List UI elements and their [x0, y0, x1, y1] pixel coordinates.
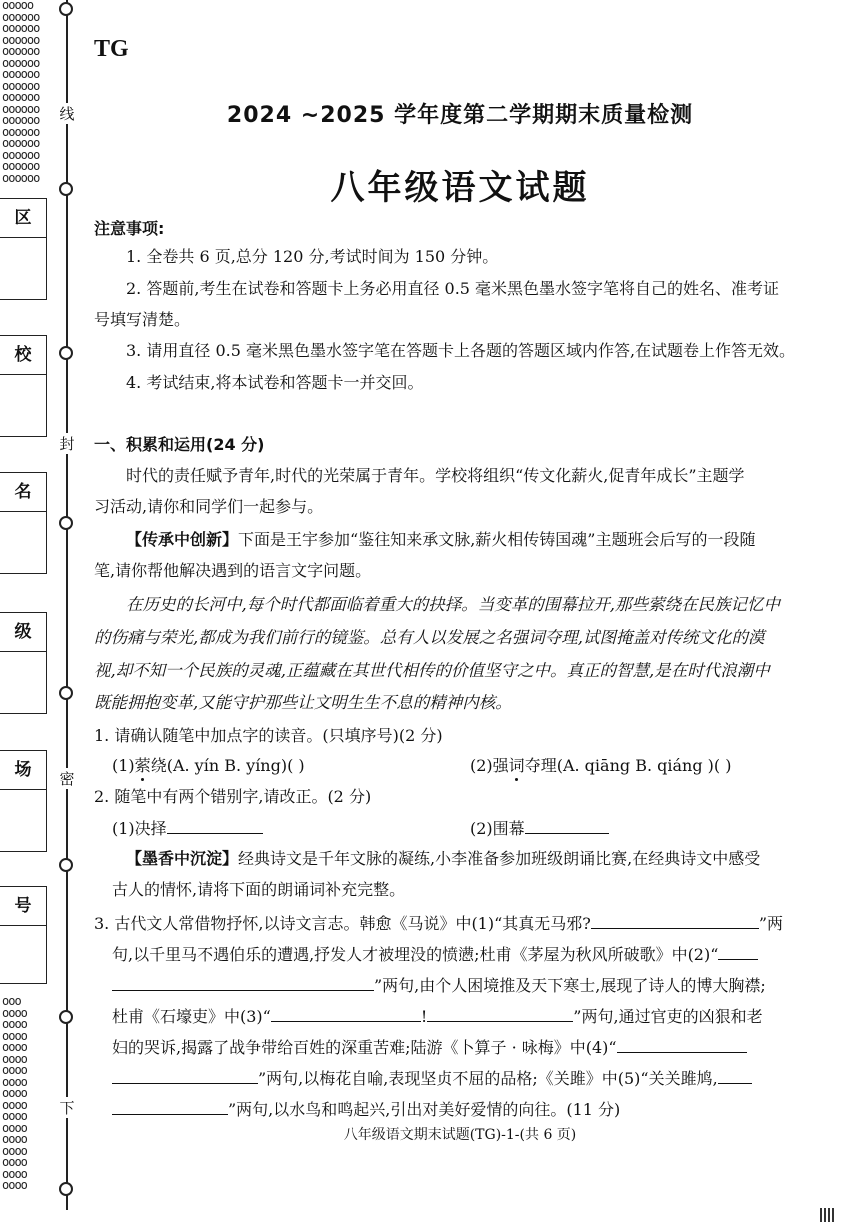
seal-char-feng: 封	[56, 433, 78, 454]
q2-item-b	[470, 817, 609, 840]
q1-a-options: (A. yín B. yíng)( )	[166, 756, 305, 775]
q1-b-word: 夺理	[524, 756, 557, 775]
q3-blank-4b[interactable]	[112, 1067, 258, 1084]
q1-a-number: (1)	[112, 756, 135, 775]
notice-item: 2. 答题前,考生在试卷和答题卡上务必用直径 0.5 毫米黑色墨水签字笔将自己的姓名、准考证	[126, 279, 780, 298]
seal-char-xian: 线	[56, 103, 78, 124]
field-label: 区	[0, 199, 46, 238]
seal-circle	[59, 346, 73, 360]
q3-blank-3b[interactable]	[427, 1005, 573, 1022]
field-label: 名	[0, 473, 46, 512]
q1-b-options: (A. qiāng B. qiáng )( )	[556, 756, 732, 775]
q1-option-b	[470, 755, 731, 777]
field-label: 级	[0, 613, 46, 652]
essay-line: 既能拥抱变革,又能守护那些让文明生生不息的精神内核。	[94, 693, 512, 712]
seal-char-xia: 下	[56, 1097, 78, 1118]
q3-line-5	[112, 1036, 747, 1059]
part1-text-2: 笔,请你帮他解决遇到的语言文字问题。	[94, 561, 372, 580]
field-box-exam-room[interactable]	[0, 750, 47, 852]
seal-circle	[59, 1010, 73, 1024]
q3-text: !	[420, 1007, 428, 1026]
q3-blank-4a[interactable]	[617, 1036, 747, 1053]
q3-line-2	[112, 943, 758, 966]
binding-rings-top: ooooo oooooo oooooo oooooo oooooo oooooo oooooo oooooo oooooo oooooo oooooo oooooo oooooo oooooo oooooo oooooo	[2, 0, 40, 185]
q3-text: 杜甫《石壕吏》中(3)“	[112, 1007, 271, 1026]
q3-text: 句,以千里马不遇伯乐的遭遇,抒发人才被埋没的愤懑;杜甫《茅屋为秋风所破歌》中(2)“	[112, 945, 719, 964]
q3-line-6	[112, 1067, 752, 1090]
essay-line: 视,却不知一个民族的灵魂,正蕴藏在其世代相传的价值坚守之中。真正的智慧,是在时代浪潮中	[94, 661, 770, 680]
field-box-district[interactable]	[0, 198, 47, 300]
part1-tag: 【传承中创新】	[126, 530, 239, 549]
q1-b-prefix: (2)强	[470, 756, 509, 775]
q3-blank-2b[interactable]	[112, 974, 374, 991]
part1-intro	[126, 529, 755, 551]
q3-blank-3a[interactable]	[271, 1005, 421, 1022]
q2-b-answer-blank[interactable]	[525, 817, 609, 834]
seal-circle	[59, 686, 73, 700]
q1-b-dotted-char: 词	[508, 756, 525, 775]
field-label: 号	[0, 887, 46, 926]
q2-stem: 2. 随笔中有两个错别字,请改正。(2 分)	[94, 787, 372, 806]
field-box-name[interactable]	[0, 472, 47, 574]
q2-item-a	[112, 817, 263, 840]
q3-line-4	[112, 1005, 763, 1028]
q3-text: 3. 古代文人常借物抒怀,以诗文言志。韩愈《马说》中(1)“其真无马邪?	[94, 914, 591, 933]
notice-item: 号填写清楚。	[94, 310, 191, 329]
q3-text: ”两句,以水鸟和鸣起兴,引出对美好爱情的向往。(11 分)	[228, 1100, 621, 1119]
seal-char-mi: 密	[56, 768, 78, 789]
q3-text: ”两句,以梅花自喻,表现坚贞不屈的品格;《关雎》中(5)“关关雎鸠,	[258, 1069, 718, 1088]
q3-blank-5a[interactable]	[718, 1067, 752, 1084]
field-box-class[interactable]	[0, 612, 47, 714]
intro-line: 时代的责任赋予青年,时代的光荣属于青年。学校将组织“传文化薪火,促青年成长”主题学	[126, 466, 745, 485]
seal-circle	[59, 1182, 73, 1196]
page-footer: 八年级语文期末试题(TG)-1-(共 6 页)	[343, 1127, 577, 1143]
q3-blank-2a[interactable]	[718, 943, 758, 960]
q2-a-label: (1)决择	[112, 819, 167, 838]
intro-line: 习活动,请你和同学们一起参与。	[94, 497, 324, 516]
q3-line-3	[112, 974, 766, 997]
q3-text: ”两句,由个人困境推及天下寒士,展现了诗人的博大胸襟;	[374, 976, 766, 995]
seal-circle	[59, 858, 73, 872]
q1-stem: 1. 请确认随笔中加点字的读音。(只填序号)(2 分)	[94, 726, 443, 745]
q3-line-7	[112, 1098, 620, 1121]
part1-text: 下面是王宇参加“鉴往知来承文脉,薪火相传铸国魂”主题班会后写的一段随	[238, 530, 756, 549]
q2-b-label: (2)围幕	[470, 819, 525, 838]
q3-text: ”两	[758, 914, 784, 933]
part2-tag: 【墨香中沉淀】	[126, 849, 239, 868]
q3-blank-5b[interactable]	[112, 1098, 228, 1115]
notice-item: 4. 考试结束,将本试卷和答题卡一并交回。	[126, 373, 424, 392]
q2-a-answer-blank[interactable]	[167, 817, 263, 834]
q3-line-1	[94, 912, 783, 935]
part2-text-2: 古人的情怀,请将下面的朗诵词补充完整。	[112, 880, 406, 899]
seal-circle	[59, 516, 73, 530]
field-label: 场	[0, 751, 46, 790]
essay-line: 在历史的长河中,每个时代都面临着重大的抉择。当变革的围幕拉开,那些萦绕在民族记忆中	[126, 595, 780, 614]
binding-rings-bottom: ooo oooo oooo oooo oooo oooo oooo oooo oooo oooo oooo oooo oooo oooo oooo oooo oooo	[2, 994, 27, 1192]
exam-title: 2024 ~2025 学年度第二学期期末质量检测	[226, 103, 694, 128]
part2-intro	[126, 848, 760, 870]
q3-text: ”两句,通过官吏的凶狠和老	[573, 1007, 763, 1026]
part2-text: 经典诗文是千年文脉的凝练,小李准备参加班级朗诵比赛,在经典诗文中感受	[238, 849, 761, 868]
paper-code: TG	[94, 36, 129, 62]
field-box-school[interactable]	[0, 335, 47, 437]
field-box-seat-number[interactable]	[0, 886, 47, 984]
q3-text: 妇的哭诉,揭露了战争带给百姓的深重苦难;陆游《卜算子 · 咏梅》中(4)“	[112, 1038, 617, 1057]
seal-circle	[59, 2, 73, 16]
qr-code-icon	[820, 1208, 834, 1222]
section-heading: 一、积累和运用(24 分)	[94, 435, 265, 454]
seal-circle	[59, 182, 73, 196]
subject-title: 八年级语文试题	[330, 168, 590, 208]
notice-item: 1. 全卷共 6 页,总分 120 分,考试时间为 150 分钟。	[126, 247, 499, 266]
essay-line: 的伤痛与荣光,都成为我们前行的镜鉴。总有人以发展之名强词夺理,试图掩盖对传统文化的漠	[94, 628, 765, 647]
q3-blank-1[interactable]	[591, 912, 759, 929]
q1-a-char: 绕	[150, 756, 167, 775]
q1-option-a	[112, 755, 305, 777]
notice-heading: 注意事项:	[94, 219, 165, 238]
q1-a-dotted-char: 萦	[134, 756, 151, 775]
field-label: 校	[0, 336, 46, 375]
notice-item: 3. 请用直径 0.5 毫米黑色墨水签字笔在答题卡上各题的答题区域内作答,在试题卷上作答无效。	[126, 341, 796, 360]
